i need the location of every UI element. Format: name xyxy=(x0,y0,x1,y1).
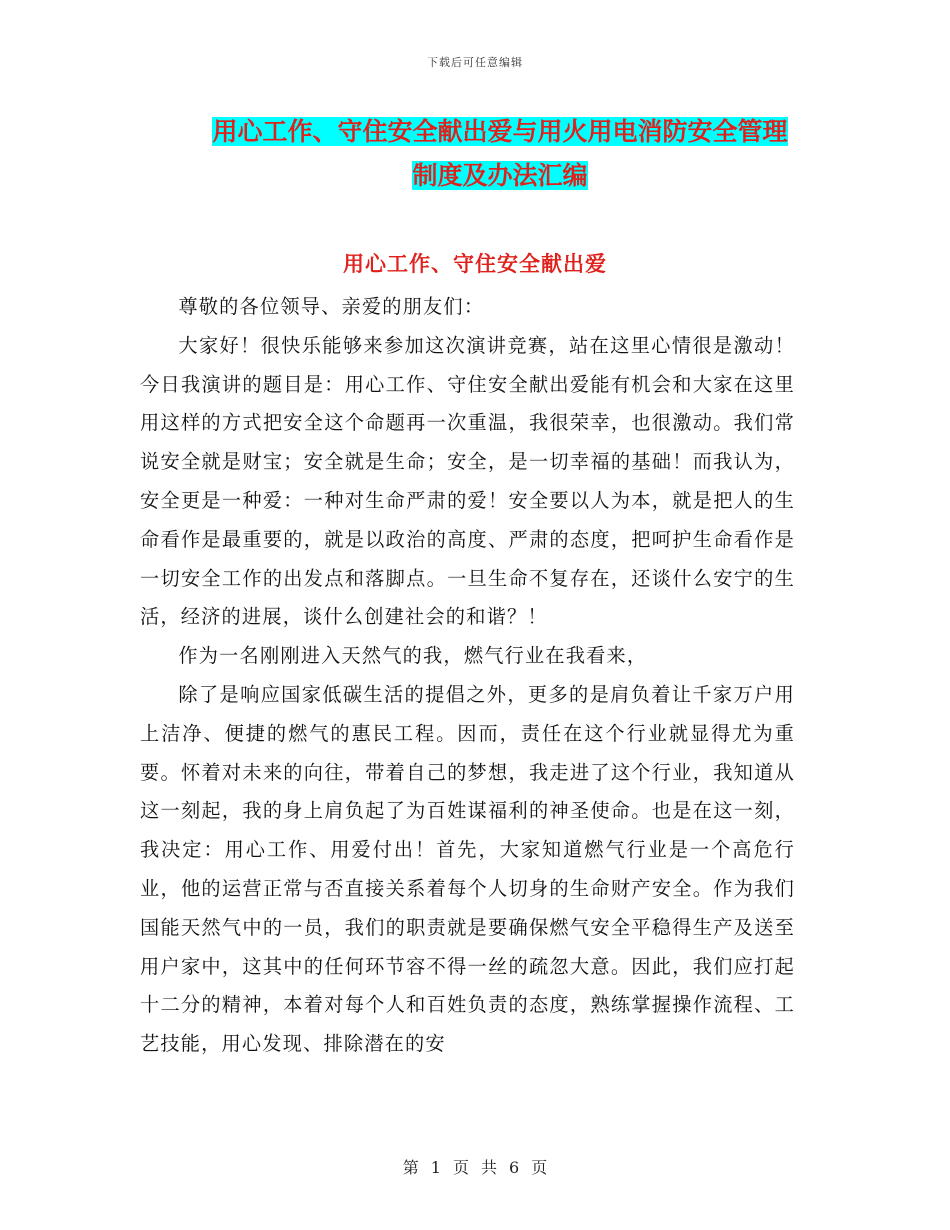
document-title-line-2: 制度及办法汇编 xyxy=(412,161,588,190)
footer-page-number: 1 xyxy=(430,1158,441,1177)
footer-total-label: 共 xyxy=(481,1158,498,1177)
paragraph-responsibility: 除了是响应国家低碳生活的提倡之外，更多的是肩负着让千家万户用上洁净、便捷的燃气的惠民工程。因而，责任在这个行业就显得尤为重要。怀着对未来的向往，带着自己的梦想，我走进了这个行业，我知道从这一刻起，我的身上肩负起了为百姓谋福利的神圣使命。也是在这一刻，我决定：用心工作、用爱付出！首先，大家知道燃气行业是一个高危行业，他的运营正常与否直接关系着每个人切身的生命财产安全。作为我们国能天然气中的一员，我们的职责就是要确保燃气安全平稳得生产及送至用户家中，这其中的任何环节容不得一丝的疏忽大意。因此，我们应打起十二分的精神，本着对每个人和百姓负责的态度，熟练掌握操作流程、工艺技能，用心发现、排除潜在的安 xyxy=(140,682,795,1056)
footer-prefix: 第 xyxy=(402,1158,419,1177)
footer-total-pages: 6 xyxy=(509,1158,520,1177)
paragraph-newcomer: 作为一名刚刚进入天然气的我，燃气行业在我看来， xyxy=(178,644,648,668)
header-note: 下载后可任意编辑 xyxy=(427,56,523,69)
footer-page-label: 页 xyxy=(452,1158,469,1177)
paragraph-intro: 大家好！很快乐能够来参加这次演讲竞赛，站在这里心情很是激动！今日我演讲的题目是：用心工作、守住安全献出爱能有机会和大家在这里用这样的方式把安全这个命题再一次重温，我很荣幸，也很激动。我们常说安全就是财宝；安全就是生命；安全，是一切幸福的基础！而我认为，安全更是一种爱：一种对生命严肃的爱！安全要以人为本，就是把人的生命看作是最重要的，就是以政治的高度、严肃的态度，把呵护生命看作是一切安全工作的出发点和落脚点。一旦生命不复存在，还谈什么安宁的生活，经济的进展，谈什么创建社会的和谐？！ xyxy=(140,333,795,629)
footer-suffix: 页 xyxy=(531,1158,548,1177)
document-title xyxy=(140,110,860,198)
section-title: 用心工作、守住安全献出爱 xyxy=(343,252,607,276)
body-text xyxy=(140,288,795,1064)
paragraph-greeting: 尊敬的各位领导、亲爱的朋友们： xyxy=(178,295,485,318)
document-title-line-1: 用心工作、守住安全献出爱与用火用电消防安全管理 xyxy=(212,117,788,146)
page-footer xyxy=(0,1155,950,1178)
